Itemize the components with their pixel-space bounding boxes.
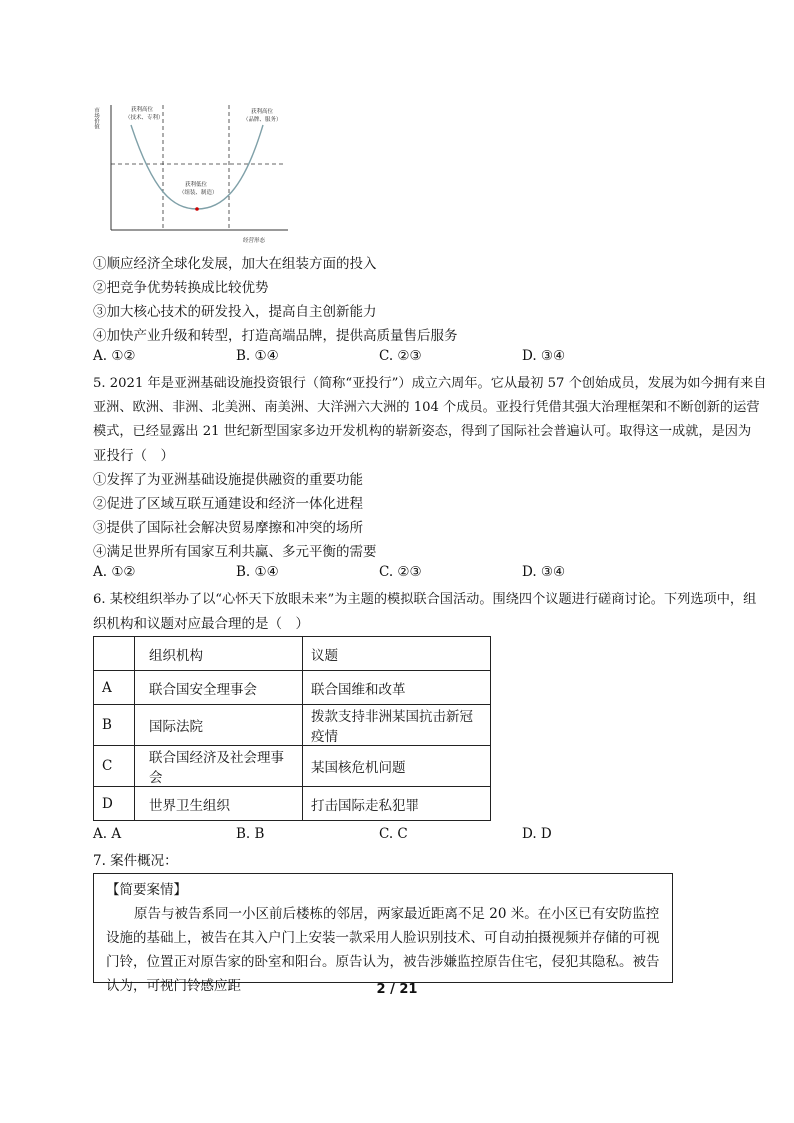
lowest-point-dot bbox=[195, 207, 199, 211]
q4-option-a[interactable]: A. ①② bbox=[93, 348, 136, 364]
bottom-label-2: （组装、制造） bbox=[179, 190, 218, 196]
q5-item-4: ④满足世界所有国家互利共赢、多元平衡的需要 bbox=[93, 544, 377, 560]
q6-option-a[interactable]: A. A bbox=[93, 826, 122, 842]
q6-options bbox=[93, 826, 713, 846]
q6-cell: A bbox=[94, 671, 135, 705]
q6-cell: 某国核危机问题 bbox=[303, 746, 491, 787]
q4-option-c[interactable]: C. ②③ bbox=[379, 348, 422, 364]
q6-header-cell: 组织机构 bbox=[135, 637, 303, 671]
bottom-label-1: 获利低位 bbox=[185, 182, 208, 188]
q7-heading: 7. 案件概况： bbox=[93, 853, 178, 869]
q5-option-a[interactable]: A. ①② bbox=[93, 564, 136, 580]
case-box-text: 原告与被告系同一小区前后楼栋的邻居，两家最近距离不足 20 米。在小区已有安防监控设施的基础上，被告在其入户门上安装一款采用人脸识别技术、可自动拍摄视频并存储的可视门铃，位置正对原告家的卧室和阳台。原告认为，被告涉嫌监控原告住宅，侵犯其隐私。被告认为，可视门铃感应距 bbox=[106, 906, 660, 994]
q6-cell: 联合国经济及社会理事会 bbox=[135, 746, 303, 787]
q6-cell: D bbox=[94, 787, 135, 821]
q6-stem-line-2: 织机构和议题对应最合理的是（ ） bbox=[93, 616, 309, 632]
table-row bbox=[94, 787, 491, 821]
q4-option-b[interactable]: B. ①④ bbox=[236, 348, 279, 364]
q6-cell: 拨款支持非洲某国抗击新冠疫情 bbox=[303, 705, 491, 746]
q6-header-cell bbox=[94, 637, 135, 671]
q6-option-b[interactable]: B. B bbox=[236, 826, 265, 842]
x-axis-label: 经营形态 bbox=[243, 238, 266, 244]
q5-stem-line-2: 亚洲、欧洲、非洲、北美洲、南美洲、大洋洲六大洲的 104 个成员。亚投行凭借其强大治理框架和不断创新的运营 bbox=[93, 400, 760, 415]
q5-stem-line-1: 5. 2021 年是亚洲基础设施投资银行（简称“亚投行”）成立六周年。它从最初 57 个创始成员，发展为如今拥有来自 bbox=[93, 376, 767, 391]
case-box-title: 【简要案情】 bbox=[106, 882, 187, 898]
q6-cell: 联合国安全理事会 bbox=[135, 671, 303, 705]
q5-stem-line-3: 模式，已经显露出 21 世纪新型国家多边开发机构的崭新姿态，得到了国际社会普遍认可。取得这一成就，是因为 bbox=[93, 424, 752, 439]
q4-option-d[interactable]: D. ③④ bbox=[522, 348, 566, 364]
q4-item-1: ①顺应经济全球化发展，加大在组装方面的投入 bbox=[93, 256, 377, 272]
q4-item-3: ③加大核心技术的研发投入，提高自主创新能力 bbox=[93, 304, 377, 320]
q5-stem-line-4: 亚投行（ ） bbox=[93, 448, 174, 464]
q6-cell: 联合国维和改革 bbox=[303, 671, 491, 705]
q6-header-cell: 议题 bbox=[303, 637, 491, 671]
right-top-label-2: （品牌、服务） bbox=[243, 117, 282, 123]
table-row bbox=[94, 746, 491, 787]
y-axis-label: 市场价值 bbox=[93, 107, 99, 129]
q4-item-2: ②把竞争优势转换成比较优势 bbox=[93, 280, 269, 296]
q6-stem-line-1: 6. 某校组织举办了以“心怀天下放眼未来”为主题的模拟联合国活动。围绕四个议题进行磋商讨论。下列选项中，组 bbox=[93, 592, 757, 607]
q6-table-header-row bbox=[94, 637, 491, 671]
q6-cell: 打击国际走私犯罪 bbox=[303, 787, 491, 821]
q4-item-4: ④加快产业升级和转型，打造高端品牌，提供高质量售后服务 bbox=[93, 328, 458, 344]
q5-option-b[interactable]: B. ①④ bbox=[236, 564, 279, 580]
page-number: 2 / 21 bbox=[376, 982, 418, 997]
q6-table bbox=[93, 636, 491, 821]
left-top-label-1: 获利高位 bbox=[131, 107, 154, 113]
q5-option-d[interactable]: D. ③④ bbox=[522, 564, 566, 580]
q5-item-3: ③提供了国际社会解决贸易摩擦和冲突的场所 bbox=[93, 520, 363, 536]
q5-item-1: ①发挥了为亚洲基础设施提供融资的重要功能 bbox=[93, 472, 363, 488]
q6-cell: 世界卫生组织 bbox=[135, 787, 303, 821]
q6-cell: 国际法院 bbox=[135, 705, 303, 746]
right-top-label-1: 获利高位 bbox=[251, 109, 274, 115]
q6-cell: C bbox=[94, 746, 135, 787]
table-row bbox=[94, 671, 491, 705]
q5-option-c[interactable]: C. ②③ bbox=[379, 564, 422, 580]
q6-cell: B bbox=[94, 705, 135, 746]
smile-curve bbox=[131, 125, 263, 209]
q5-options bbox=[93, 564, 713, 584]
q6-option-c[interactable]: C. C bbox=[379, 826, 408, 842]
table-row bbox=[94, 705, 491, 746]
smile-curve-figure bbox=[93, 97, 293, 245]
q6-option-d[interactable]: D. D bbox=[522, 826, 552, 842]
left-top-label-2: （技术、专利） bbox=[125, 115, 164, 121]
q5-item-2: ②促进了区域互联互通建设和经济一体化进程 bbox=[93, 496, 363, 512]
q4-options bbox=[93, 348, 713, 368]
